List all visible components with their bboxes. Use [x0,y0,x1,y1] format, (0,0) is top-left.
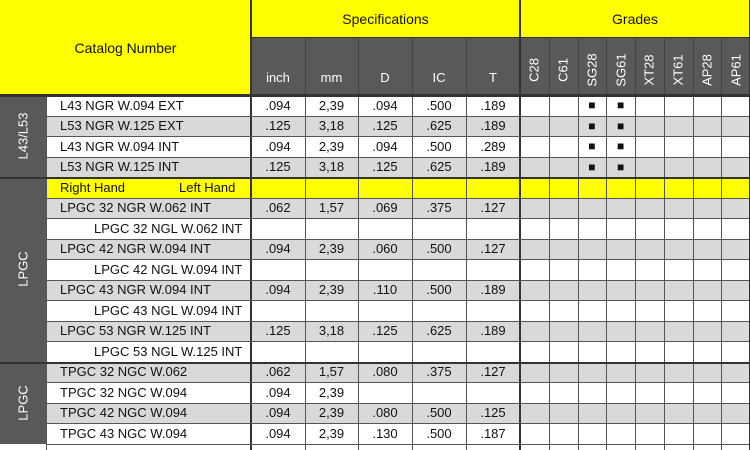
grid-line-vertical [578,95,579,450]
spec-ic-cell: .375 [426,200,452,216]
grid-line-horizontal [46,382,750,383]
spec-d-cell: .125 [372,118,398,134]
grid-line-horizontal [46,198,750,199]
spec-t-cell: .127 [480,241,506,257]
grid-line-horizontal [46,300,750,301]
spec-mm-cell [305,341,358,362]
group-divider [0,177,750,179]
grid-line-vertical [305,37,306,95]
spec-mm-cell: 2,39 [318,425,345,441]
grid-line-vertical [466,95,467,450]
spec-t-cell [466,259,520,280]
spec-d-cell [358,259,412,280]
left-hand-label: Left Hand [179,179,236,195]
catalog-number-cell: TPGC 32 NGC W.094 [60,384,188,400]
catalog-number-cell: LPGC 43 NGR W.094 INT [60,282,211,298]
catalog-number-cell: LPGC 53 NGR W.125 INT [60,323,211,339]
spec-column-header-inch: inch [266,69,290,85]
grid-line-vertical [693,37,694,95]
grade-column-header-ap61: AP61 [728,54,744,86]
spec-mm-cell: 2,39 [318,97,345,113]
spec-ic-cell: .500 [426,425,452,441]
spec-ic-cell: .625 [426,159,452,175]
grid-line-vertical [412,95,413,450]
spec-inch-cell: .094 [265,97,291,113]
spec-mm-cell: 2,39 [318,138,345,154]
spec-ic-cell: .500 [426,97,452,113]
grade-sg61-mark: ■ [617,98,625,113]
spec-t-cell: .189 [480,118,506,134]
catalog-number-header: Catalog Number [74,39,177,56]
group-label-3: LPGC [15,384,31,421]
spec-inch-cell: .125 [265,159,291,175]
spec-t-cell [466,218,520,239]
spec-t-cell: .125 [480,405,506,421]
spec-ic-cell: .500 [426,138,452,154]
grid-line-vertical [549,95,550,450]
spec-inch-cell: .094 [265,282,291,298]
grid-line-horizontal [46,321,750,322]
spec-mm-cell: 2,39 [318,405,345,421]
group-label-1: L43/L53 [15,112,31,160]
grade-column-header-sg28: SG28 [584,53,600,87]
spec-mm-cell: 2,39 [318,282,345,298]
spec-t-cell: .187 [480,425,506,441]
grade-column-header-c61: C61 [555,58,571,82]
grade-column-header-sg61: SG61 [613,53,629,87]
catalog-number-cell: LPGC 53 NGL W.125 INT [94,343,243,359]
grid-line-vertical [693,95,694,450]
spec-d-cell: .110 [372,282,398,298]
grid-line-horizontal [46,218,750,219]
catalog-number-cell: LPGC 32 NGL W.062 INT [94,220,243,236]
catalog-number-cell: L43 NGR W.094 EXT [60,97,184,113]
spec-t-cell [466,300,520,321]
spec-ic-cell [412,259,466,280]
header-bottom-border [0,94,750,96]
spec-d-cell [358,300,412,321]
grid-line-vertical [721,37,722,95]
spec-mm-cell: 1,57 [318,364,345,380]
spec-ic-cell: .500 [426,405,452,421]
grid-line-vertical [664,95,665,450]
spec-inch-cell: .094 [265,241,291,257]
spec-mm-cell: 3,18 [318,118,345,134]
spec-inch-cell: .094 [265,138,291,154]
grid-line-horizontal [46,157,750,158]
spec-d-cell [358,218,412,239]
grid-line-vertical [46,95,47,450]
spec-t-cell: .189 [480,97,506,113]
spec-d-cell: .094 [372,97,398,113]
spec-t-cell: .127 [480,200,506,216]
spec-inch-cell [251,259,305,280]
spec-inch-cell [251,341,305,362]
right-hand-label: Right Hand [60,179,126,195]
grid-line-vertical [412,37,413,95]
spec-column-header-mm: mm [320,69,343,85]
spec-ic-cell [412,341,466,362]
spec-column-header-ic: IC [432,69,446,85]
spec-mm-cell: 1,57 [318,200,345,216]
spec-inch-cell: .062 [265,200,291,216]
grid-line-vertical [635,37,636,95]
grid-line-vertical [549,37,550,95]
catalog-number-cell: LPGC 43 NGL W.094 INT [94,302,243,318]
grade-sg28-mark: ■ [588,98,596,113]
catalog-number-cell: L53 NGR W.125 INT [60,159,180,175]
grid-line-vertical [721,95,722,450]
grid-line-vertical [358,37,359,95]
header-divider [251,37,750,38]
catalog-number-cell: TPGC 32 NGC W.062 [60,364,188,380]
spec-inch-cell: .125 [265,118,291,134]
spec-mm-cell: 2,39 [318,384,345,400]
spec-ic-cell: .500 [426,282,452,298]
grade-column-header-xt61: XT61 [670,54,686,86]
spec-mm-cell [305,300,358,321]
spec-mm-cell: 3,18 [318,159,345,175]
spec-inch-cell: .094 [265,384,291,400]
grade-sg28-mark: ■ [588,118,596,133]
group-divider [0,362,750,364]
spec-mm-cell [305,259,358,280]
grades-header: Grades [612,10,658,27]
spec-t-cell: .189 [480,159,506,175]
grid-line-vertical [606,95,607,450]
catalog-number-cell: LPGC 32 NGR W.062 INT [60,200,211,216]
catalog-number-cell: LPGC 42 NGL W.094 INT [94,261,243,277]
grid-line-horizontal [46,259,750,260]
spec-t-cell: .189 [480,323,506,339]
spec-d-cell: .094 [372,138,398,154]
grade-sg61-mark: ■ [617,139,625,154]
grid-line-vertical [578,37,579,95]
spec-d-cell: .130 [372,425,398,441]
grid-line-horizontal [46,403,750,404]
spec-ic-cell [412,300,466,321]
spec-inch-cell [251,218,305,239]
spec-t-cell: .289 [480,138,506,154]
spec-d-cell: .069 [372,200,398,216]
catalog-number-cell: L53 NGR W.125 EXT [60,118,184,134]
spec-d-cell: .060 [372,241,398,257]
grid-line-vertical [664,37,665,95]
spec-inch-cell [251,300,305,321]
grid-line-horizontal [46,423,750,424]
grade-column-header-ap28: AP28 [699,54,715,86]
spec-column-header-d: D [380,69,390,85]
catalog-number-cell: TPGC 42 NGC W.094 [60,405,188,421]
group-label-2: LPGC [15,251,31,287]
grade-sg61-mark: ■ [617,118,625,133]
spec-ic-cell: .625 [426,118,452,134]
grid-line-vertical [305,95,306,450]
grid-line-horizontal [46,239,750,240]
spec-d-cell: .080 [372,405,398,421]
grid-line-vertical [358,95,359,450]
grade-sg28-mark: ■ [588,139,596,154]
catalog-number-cell: L43 NGR W.094 INT [60,138,180,154]
grid-line-horizontal [46,444,750,445]
grade-column-header-xt28: XT28 [641,54,657,86]
spec-mm-cell: 2,39 [318,241,345,257]
spec-t-cell: .189 [480,282,506,298]
grid-line-vertical [466,37,467,95]
spec-t-cell: .127 [480,364,506,380]
spec-d-cell: .125 [372,159,398,175]
spec-ic-cell [412,218,466,239]
spec-d-cell: .080 [372,364,398,380]
grid-line-vertical [635,95,636,450]
catalog-number-cell: TPGC 43 NGC W.094 [60,425,188,441]
grade-sg61-mark: ■ [617,159,625,174]
spec-t-cell [466,382,520,403]
spec-d-cell [358,382,412,403]
spec-d-cell [358,341,412,362]
grid-line-horizontal [46,136,750,137]
specifications-header: Specifications [342,10,429,27]
spec-column-header-t: T [489,69,497,85]
catalog-number-cell: LPGC 42 NGR W.094 INT [60,241,211,257]
grid-line-vertical [606,37,607,95]
grade-column-header-c28: C28 [526,58,542,82]
spec-t-cell [466,341,520,362]
spec-inch-cell: .094 [265,405,291,421]
spec-ic-cell: .375 [426,364,452,380]
spec-inch-cell: .125 [265,323,291,339]
grid-line-horizontal [46,341,750,342]
spec-d-cell: .125 [372,323,398,339]
spec-mm-cell: 3,18 [318,323,345,339]
spec-ic-cell [412,382,466,403]
spec-mm-cell [305,218,358,239]
grade-sg28-mark: ■ [588,159,596,174]
grid-line-horizontal [46,280,750,281]
spec-ic-cell: .625 [426,323,452,339]
spec-inch-cell: .094 [265,425,291,441]
spec-ic-cell: .500 [426,241,452,257]
spec-inch-cell: .062 [265,364,291,380]
grid-line-horizontal [46,116,750,117]
